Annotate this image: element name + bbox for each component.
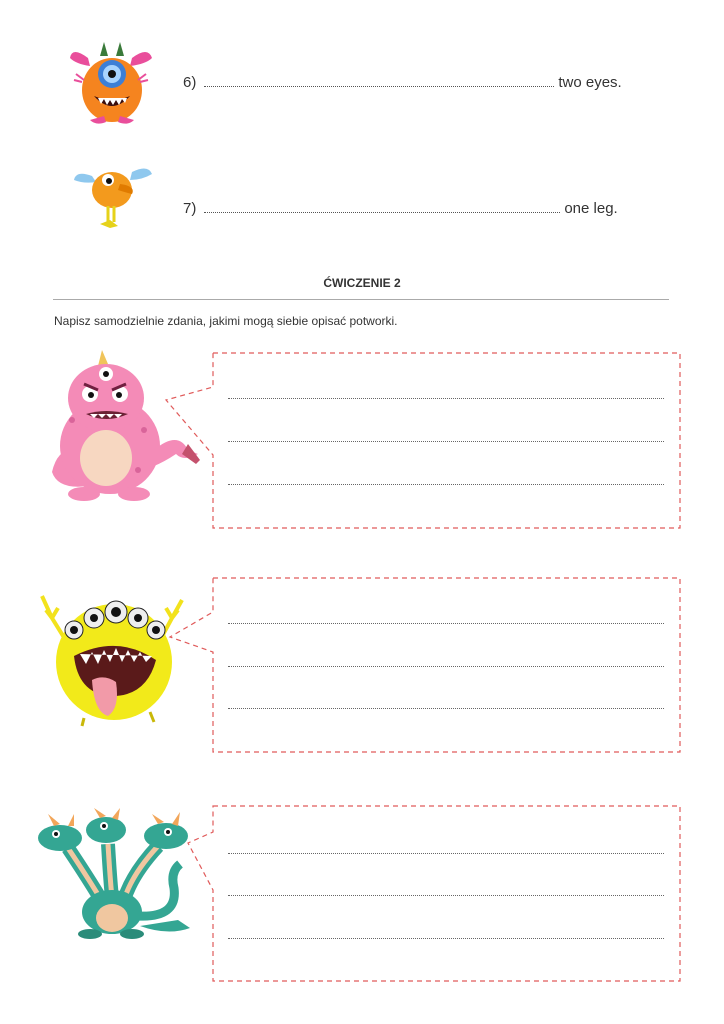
writing-line[interactable] (228, 938, 664, 939)
speech-bubble-3 (188, 806, 680, 981)
writing-line[interactable] (228, 895, 664, 896)
exercise-title: ĆWICZENIE 2 (323, 276, 401, 290)
writing-line[interactable] (228, 441, 664, 442)
writing-line[interactable] (228, 853, 664, 854)
writing-line[interactable] (228, 398, 664, 399)
yellow-five-eyed-monster-icon (38, 588, 188, 728)
speech-bubble-2 (170, 578, 680, 752)
exercise-instruction: Napisz samodzielnie zdania, jakimi mogą siebie opisać potworki. (54, 314, 398, 328)
item-ending: one leg. (564, 200, 618, 217)
writing-line[interactable] (228, 484, 664, 485)
writing-line[interactable] (228, 623, 664, 624)
writing-line[interactable] (228, 708, 664, 709)
item-number: 6) (183, 74, 197, 91)
pink-three-eyed-monster-icon (48, 350, 204, 504)
item-number: 7) (183, 200, 197, 217)
green-three-headed-dragon-icon (28, 808, 198, 942)
writing-line[interactable] (228, 666, 664, 667)
item-ending: two eyes. (558, 74, 622, 91)
